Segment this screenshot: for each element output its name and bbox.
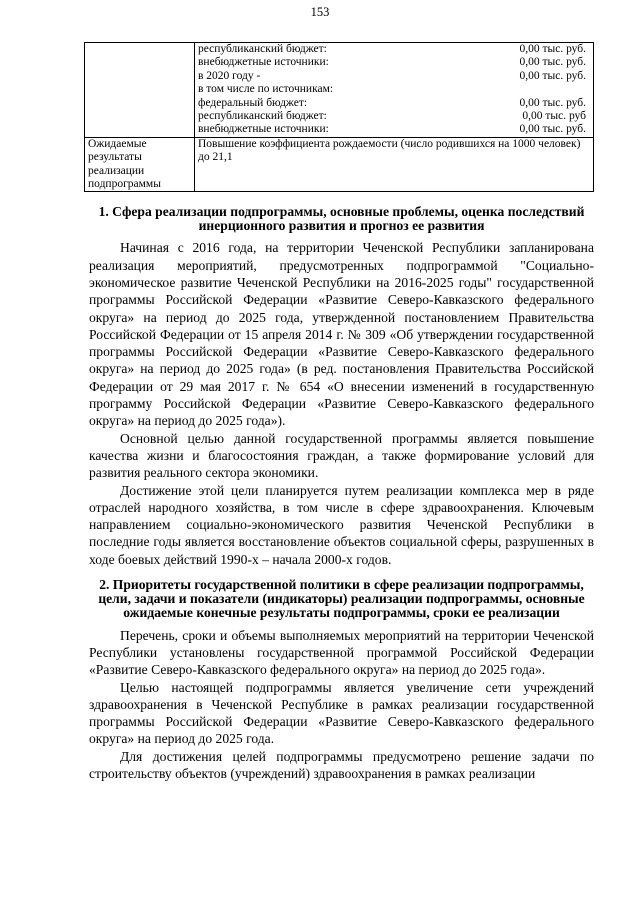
financing-line-value: 0,00 тыс. руб [522, 110, 586, 123]
financing-line-value: 0,00 тыс. руб. [519, 56, 586, 69]
financing-line-label: в том числе по источникам: [198, 83, 334, 96]
section2-heading: 2. Приоритеты государственной политики в сфере реализации подпрограммы, цели, задачи и показатели (индикаторы) реализации подпрограммы, основные ожидаемые конечные результаты подпрограммы, сроки ее реализации [98, 577, 585, 621]
financing-line-value: 0,00 тыс. руб. [519, 123, 586, 136]
financing-line-label: федеральный бюджет: [198, 96, 308, 109]
section2-paragraph: Для достижения целей подпрограммы предусмотрено решение задачи по строительству объектов (учреждений) здравоохранения в рамках реализации [89, 748, 594, 782]
main-content [89, 205, 594, 782]
financing-line-value [586, 83, 590, 96]
section1-paragraph: Достижение этой цели планируется путем реализации комплекса мер в ряде отраслей народного хозяйства, в том числе в сфере здравоохранения. Ключевым направлением социально-экономического развития Чеченской Республики в последние годы является восстановление объектов социальной сферы, разрушенных в ходе боевых действий 1990-х – начала 2000-х годов. [89, 482, 594, 567]
financing-row [85, 43, 594, 138]
financing-line-value: 0,00 тыс. руб. [519, 69, 586, 82]
results-text: Повышение коэффициента рождаемости (число родившихся на 1000 человек) до 21,1 [195, 137, 594, 192]
results-label: Ожидаемые результаты реализации подпрограммы [85, 137, 195, 192]
page-number: 153 [310, 5, 330, 19]
financing-line-label: в 2020 году - [198, 69, 261, 82]
financing-line [198, 110, 590, 123]
financing-line [198, 70, 590, 83]
financing-line-label: внебюджетные источники: [198, 56, 329, 69]
section2-paragraph: Перечень, сроки и объемы выполняемых мероприятий на территории Чеченской Республики установлены государственной программой Российской Федерации «Развитие Северо-Кавказского федерального округа» на период до 2025 года». [89, 627, 594, 678]
financing-line [198, 97, 590, 110]
section1-heading: 1. Сфера реализации подпрограммы, основные проблемы, оценка последствий инерционного развития и прогноз ее развития [98, 204, 585, 234]
results-row [85, 137, 594, 192]
financing-values-cell [195, 43, 594, 138]
financing-line-value: 0,00 тыс. руб. [519, 96, 586, 109]
financing-line [198, 43, 590, 56]
financing-line [198, 123, 590, 136]
section1-paragraph: Начиная с 2016 года, на территории Чеченской Республики запланирована реализация мероприятий, предусмотренных подпрограммой "Социально-экономическое развитие Чеченской Республики на 2016-2025 годы" государственной программы Российской Федерации «Развитие Северо-Кавказского федерального округа» на период до 2025 года, утвержденной постановлением Правительства Российской Федерации от 15 апреля 2014 г. № 309 «Об утверждении государственной программы Российской Федерации «Развитие Северо-Кавказского федерального округа» на период до 2025 года» (в ред. постановления Правительства Российской Федерации от 29 мая 2017 г. № 654 «О внесении изменений в государственную программу Российской Федерации «Развитие Северо-Кавказского федерального округа» на период до 2025 года»). [89, 240, 594, 429]
section1-paragraph: Основной целью данной государственной программы является повышение качества жизни и благосостояния граждан, а также формирование условий для развития реального сектора экономики. [89, 430, 594, 481]
financing-table [84, 42, 594, 192]
financing-line-label: республиканский бюджет: [198, 110, 327, 123]
financing-line-label: внебюджетные источники: [198, 123, 329, 136]
financing-line [198, 56, 590, 69]
financing-label-cell [85, 43, 195, 138]
financing-line-label: республиканский бюджет: [198, 43, 327, 55]
financing-line [198, 83, 590, 96]
section2-paragraph: Целью настоящей подпрограммы является увеличение сети учреждений здравоохранения в Чеченской Республике в рамках реализации государственной программы Российской Федерации «Развитие Северо-Кавказского федерального округа» на период до 2025 года. [89, 679, 594, 747]
financing-line-value: 0,00 тыс. руб. [519, 43, 586, 55]
